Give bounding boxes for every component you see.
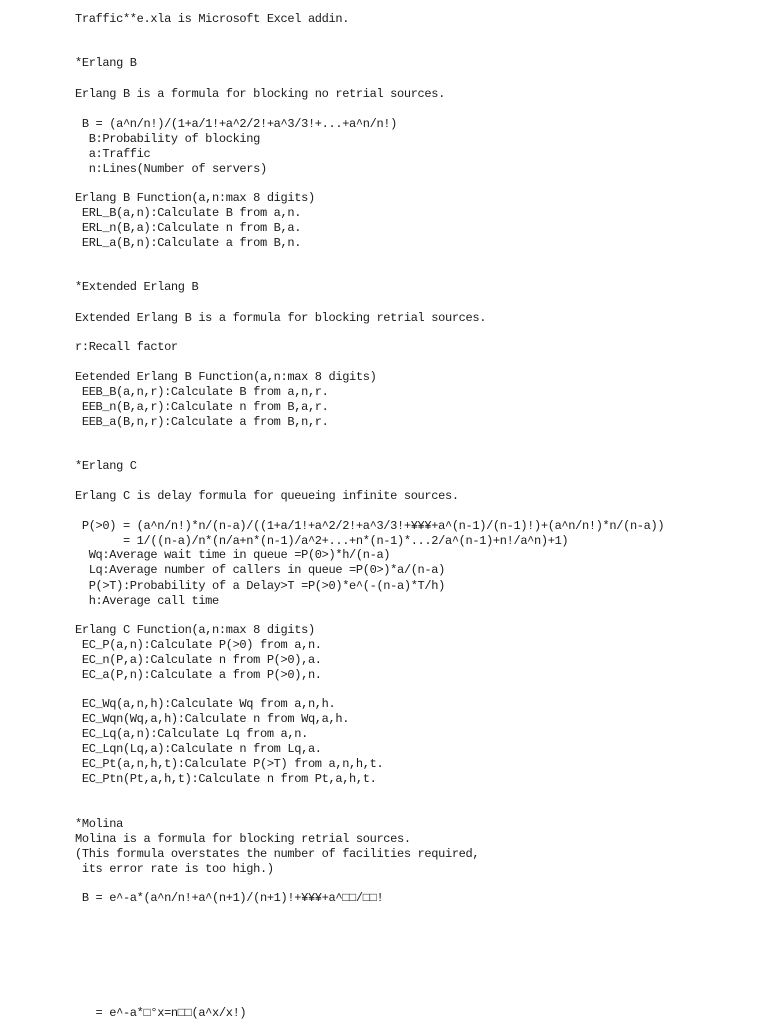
- erlang-b-functions-heading: Erlang B Function(a,n:max 8 digits): [75, 191, 315, 205]
- function-ec-pt: EC_Pt(a,n,h,t):Calculate P(>T) from a,n,h,t.: [75, 757, 384, 771]
- erlang-b-formula: B = (a^n/n!)/(1+a/1!+a^2/2!+a^3/3!+...+a^n/n!): [75, 117, 398, 131]
- extended-erlang-b-variable-r: r:Recall factor: [75, 340, 178, 354]
- function-ec-wqn: EC_Wqn(Wq,a,h):Calculate n from Wq,a,h.: [75, 712, 350, 726]
- section-heading-erlang-b: *Erlang B: [75, 56, 137, 70]
- erlang-b-description: Erlang B is a formula for blocking no retrial sources.: [75, 87, 445, 101]
- function-eeb-a: EEB_a(B,n,r):Calculate a from B,n,r.: [75, 415, 329, 429]
- function-erl-a: ERL_a(B,n):Calculate a from B,n.: [75, 236, 302, 250]
- function-erl-b: ERL_B(a,n):Calculate B from a,n.: [75, 206, 302, 220]
- erlang-c-functions-heading: Erlang C Function(a,n:max 8 digits): [75, 623, 315, 637]
- erlang-c-variable-lq: Lq:Average number of callers in queue =P(0>)*a/(n-a): [75, 563, 445, 577]
- function-ec-lqn: EC_Lqn(Lq,a):Calculate n from Lq,a.: [75, 742, 322, 756]
- erlang-b-variable-n: n:Lines(Number of servers): [75, 162, 267, 176]
- molina-note-line-2: its error rate is too high.): [75, 862, 274, 876]
- erlang-c-variable-wq: Wq:Average wait time in queue =P(0>)*h/(n-a): [75, 548, 391, 562]
- function-ec-n: EC_n(P,a):Calculate n from P(>0),a.: [75, 653, 322, 667]
- intro-line: Traffic**e.xla is Microsoft Excel addin.: [75, 12, 350, 26]
- section-heading-molina: *Molina: [75, 817, 123, 831]
- function-ec-ptn: EC_Ptn(Pt,a,h,t):Calculate n from Pt,a,h,t.: [75, 772, 377, 786]
- function-erl-n: ERL_n(B,a):Calculate n from B,a.: [75, 221, 302, 235]
- molina-description: Molina is a formula for blocking retrial sources.: [75, 832, 411, 846]
- function-ec-p: EC_P(a,n):Calculate P(>0) from a,n.: [75, 638, 322, 652]
- molina-formula-alt: = e^-a*□°x=n□□(a^x/x!): [75, 1006, 247, 1020]
- function-ec-a: EC_a(P,n):Calculate a from P(>0),n.: [75, 668, 322, 682]
- erlang-c-formula-p0-alt: = 1/((n-a)/n*(n/a+n*(n-1)/a^2+...+n*(n-1)*...2/a^(n-1)+n!/a^n)+1): [75, 534, 569, 548]
- molina-formula: B = e^-a*(a^n/n!+a^(n+1)/(n+1)!+¥¥¥+a^□□/□□!: [75, 891, 384, 905]
- function-ec-lq: EC_Lq(a,n):Calculate Lq from a,n.: [75, 727, 308, 741]
- section-heading-erlang-c: *Erlang C: [75, 459, 137, 473]
- function-eeb-b: EEB_B(a,n,r):Calculate B from a,n,r.: [75, 385, 329, 399]
- extended-erlang-b-description: Extended Erlang B is a formula for blocking retrial sources.: [75, 311, 487, 325]
- function-ec-wq: EC_Wq(a,n,h):Calculate Wq from a,n,h.: [75, 697, 336, 711]
- erlang-c-description: Erlang C is delay formula for queueing infinite sources.: [75, 489, 459, 503]
- erlang-b-variable-b: B:Probability of blocking: [75, 132, 260, 146]
- extended-erlang-b-functions-heading: Eetended Erlang B Function(a,n:max 8 digits): [75, 370, 377, 384]
- molina-note-line-1: (This formula overstates the number of facilities required,: [75, 847, 480, 861]
- section-heading-extended-erlang-b: *Extended Erlang B: [75, 280, 199, 294]
- erlang-c-variable-pt: P(>T):Probability of a Delay>T =P(>0)*e^(-(n-a)*T/h): [75, 579, 445, 593]
- erlang-c-variable-h: h:Average call time: [75, 594, 219, 608]
- erlang-c-formula-p0: P(>0) = (a^n/n!)*n/(n-a)/((1+a/1!+a^2/2!+a^3/3!+¥¥¥+a^(n-1)/(n-1)!)+(a^n/n!)*n/(n-a)): [75, 519, 665, 533]
- erlang-b-variable-a: a:Traffic: [75, 147, 151, 161]
- function-eeb-n: EEB_n(B,a,r):Calculate n from B,a,r.: [75, 400, 329, 414]
